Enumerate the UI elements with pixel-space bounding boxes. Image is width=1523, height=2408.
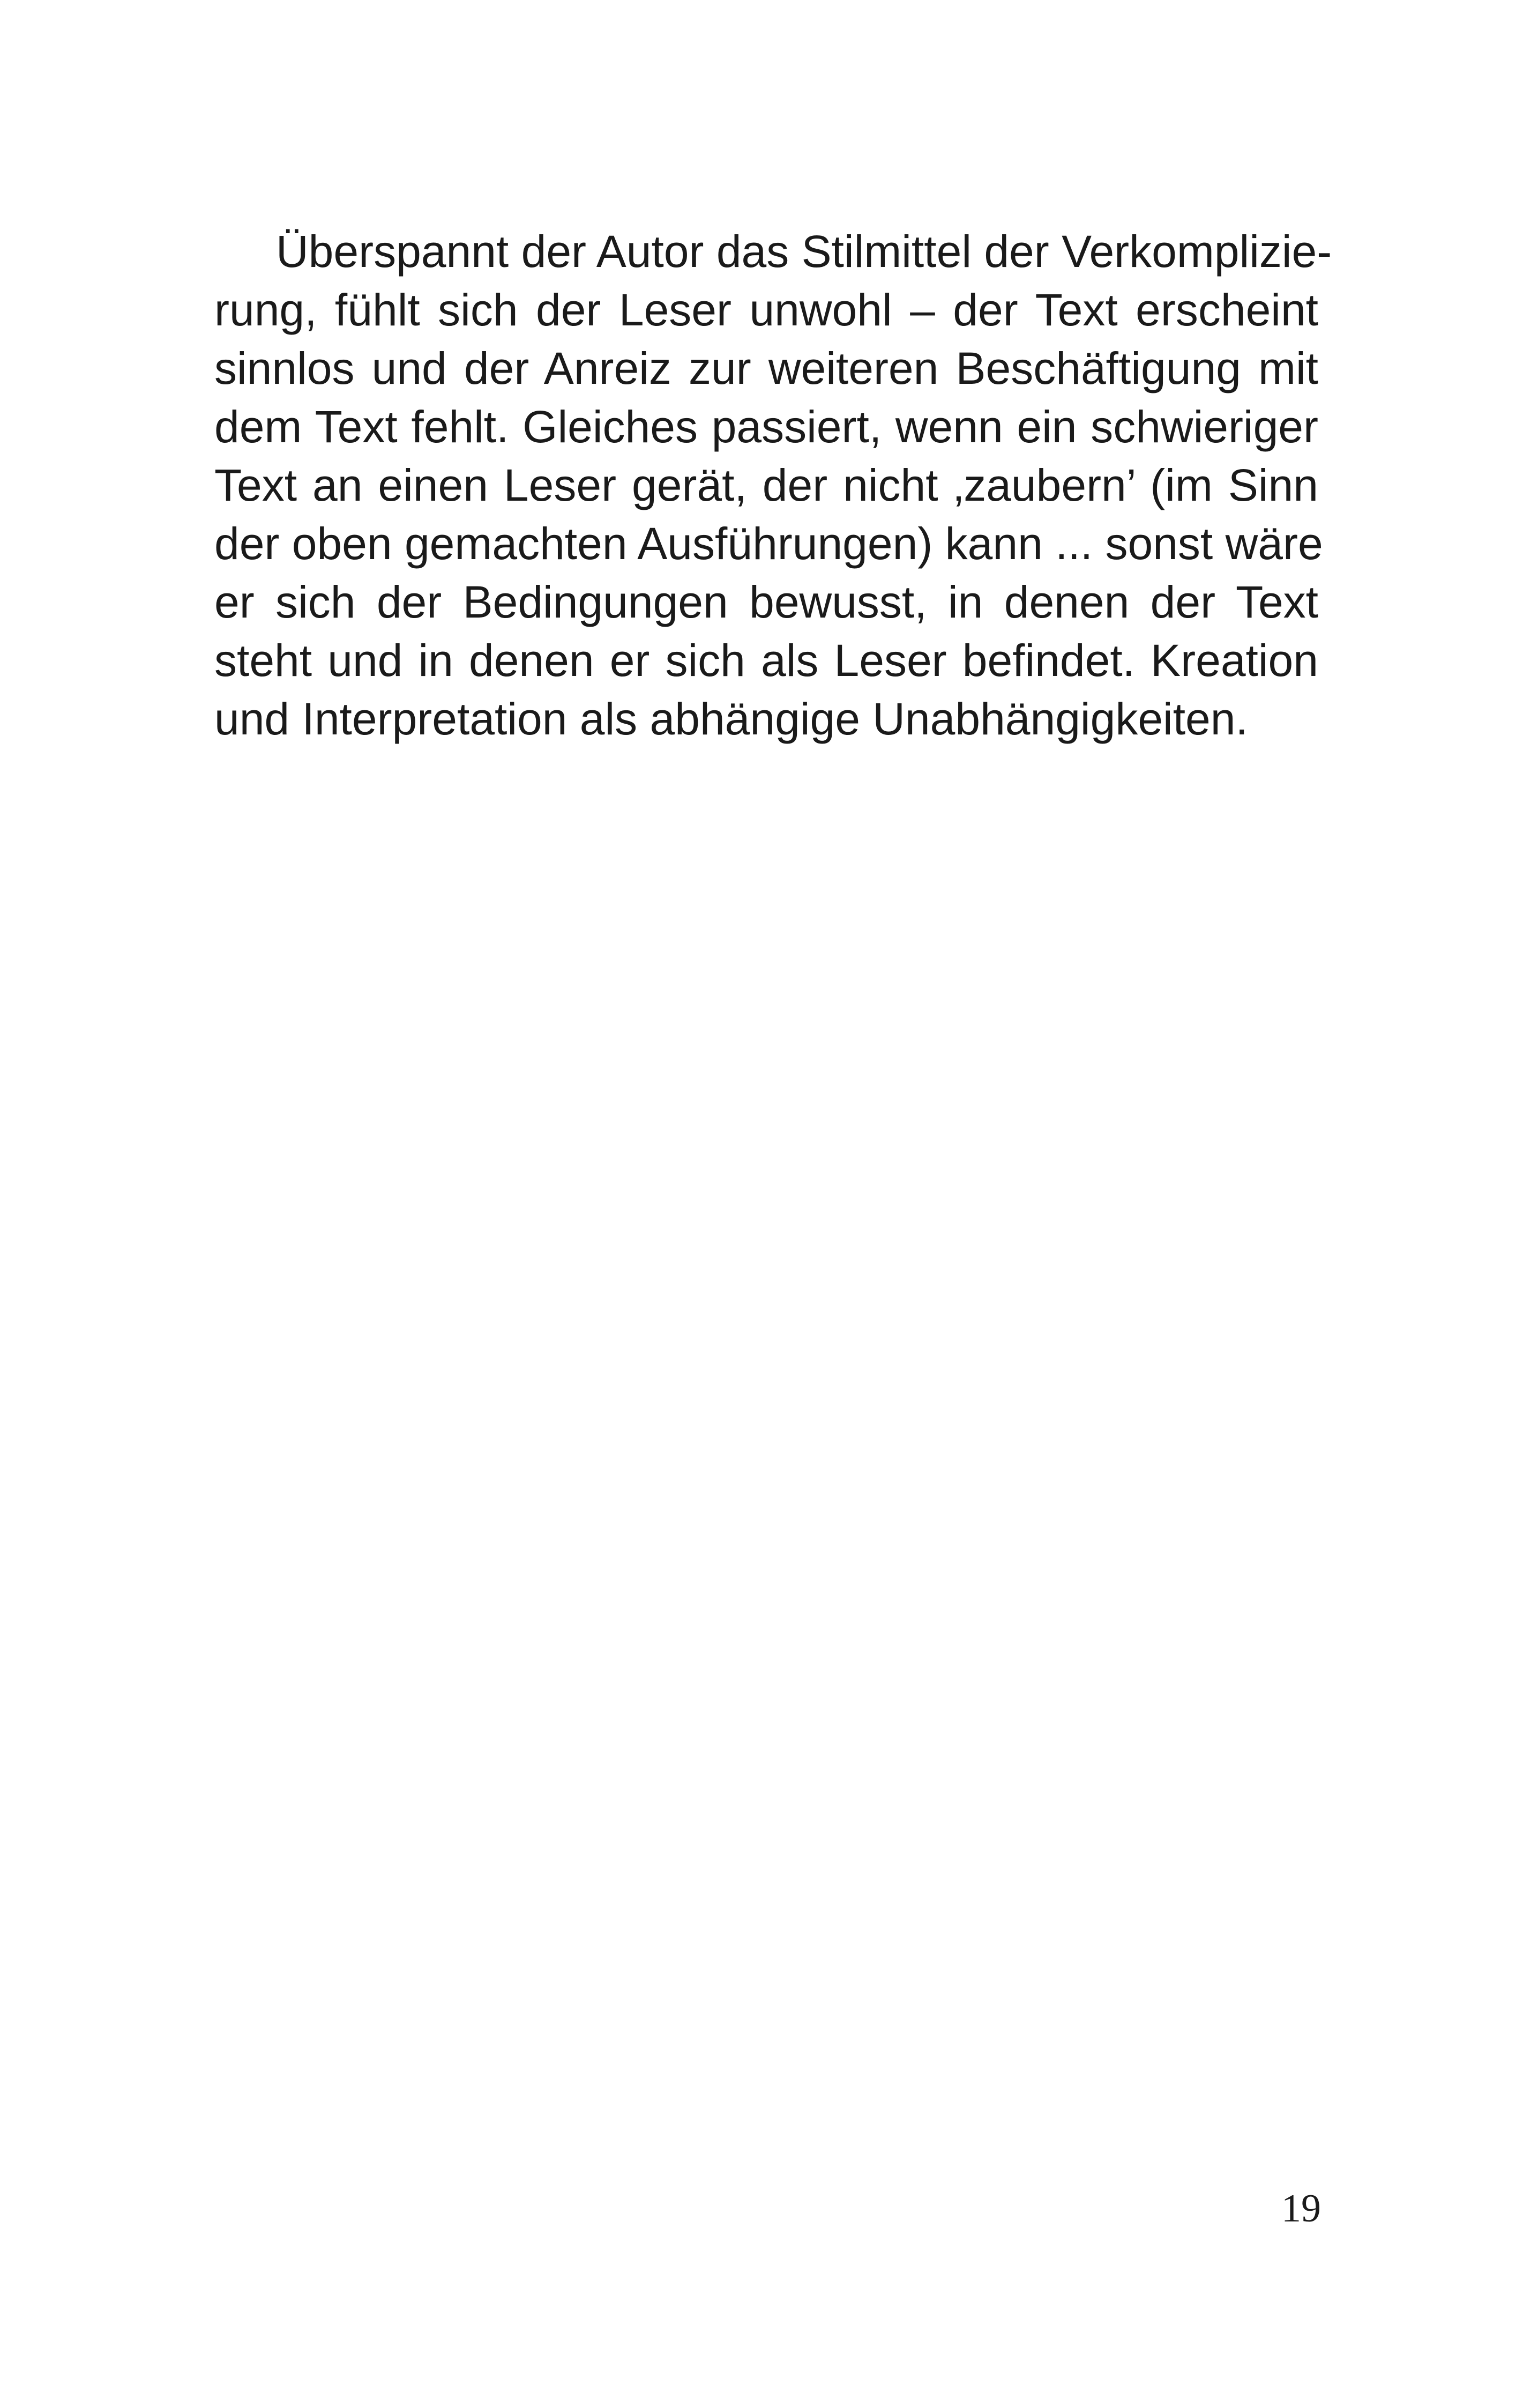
paragraph-line: und Interpretation als abhängige Unabhängigkeiten. [214,694,1248,744]
paragraph-line: Überspannt der Autor das Stilmittel der Verkomplizie- [276,226,1332,277]
paragraph-line: steht und in denen er sich als Leser befindet. Kreation [214,635,1318,686]
paragraph-line: Text an einen Leser gerät, der nicht ‚zaubern’ (im Sinn [214,460,1318,510]
body-paragraph [214,222,1332,748]
paragraph-line: dem Text fehlt. Gleiches passiert, wenn ein schwieriger [214,402,1318,452]
paragraph-line: sinnlos und der Anreiz zur weiteren Beschäftigung mit [214,343,1318,393]
page-number: 19 [1281,2187,1321,2231]
paragraph-line: er sich der Bedingungen bewusst, in denen der Text [214,577,1318,627]
paragraph-line: der oben gemachten Ausführungen) kann ... sonst wäre [214,518,1323,569]
paragraph-line: rung, fühlt sich der Leser unwohl – der Text erscheint [214,285,1318,335]
